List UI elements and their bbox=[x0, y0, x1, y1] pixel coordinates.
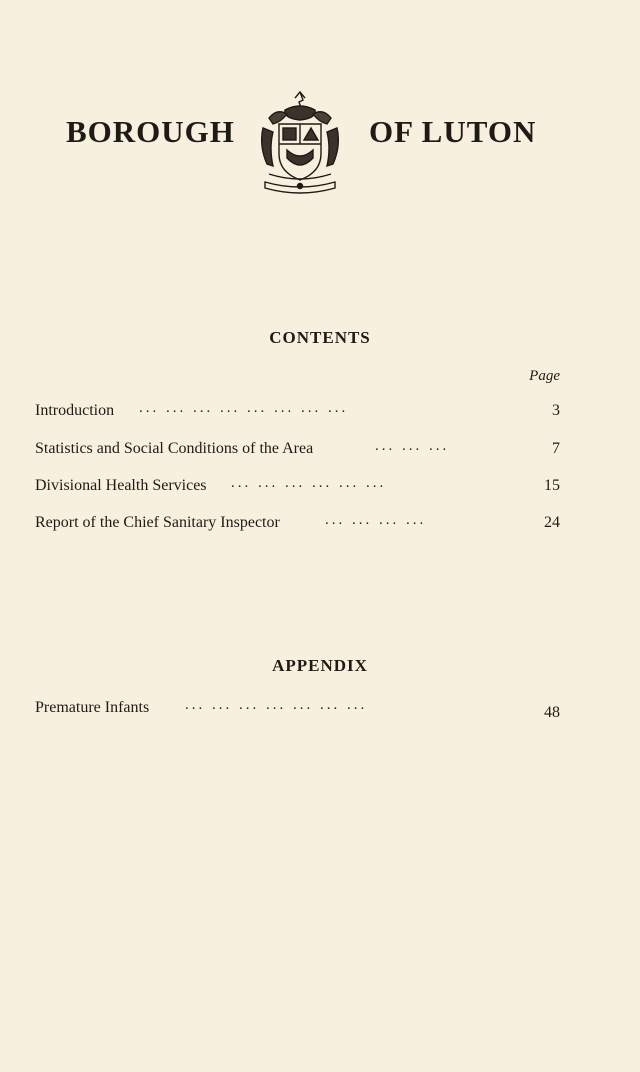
toc-entry-title: Premature Infants bbox=[35, 699, 150, 716]
toc-entry-title: Introduction bbox=[35, 402, 115, 419]
toc-entry-page: 24 bbox=[544, 514, 560, 531]
toc-entry-title: Divisional Health Services bbox=[35, 477, 207, 494]
borough-coat-of-arms-icon bbox=[255, 88, 345, 200]
appendix-entry-premature-infants bbox=[35, 699, 560, 723]
toc-entry-page: 15 bbox=[544, 477, 560, 494]
toc-entry-sanitary-inspector bbox=[35, 514, 560, 538]
toc-entry-page: 3 bbox=[552, 402, 560, 419]
dot-leaders: ... ... ... ... bbox=[325, 512, 427, 528]
page-column-label: Page bbox=[529, 368, 560, 384]
toc-entry-introduction bbox=[35, 402, 560, 426]
toc-entry-divisional-health bbox=[35, 477, 560, 501]
dot-leaders: ... ... ... ... ... ... ... ... bbox=[139, 400, 349, 416]
toc-entry-page: 48 bbox=[544, 704, 560, 721]
toc-entry-title: Report of the Chief Sanitary Inspector bbox=[35, 514, 280, 531]
dot-leaders: ... ... ... bbox=[375, 438, 450, 454]
toc-entry-title: Statistics and Social Conditions of the Area bbox=[35, 440, 314, 457]
dot-leaders: ... ... ... ... ... ... bbox=[231, 475, 387, 491]
contents-heading: CONTENTS bbox=[269, 328, 371, 347]
title-borough: BOROUGH bbox=[66, 114, 235, 149]
title-of-luton: OF LUTON bbox=[369, 114, 537, 149]
toc-entry-page: 7 bbox=[552, 440, 560, 457]
dot-leaders: ... ... ... ... ... ... ... bbox=[185, 697, 368, 713]
appendix-heading: APPENDIX bbox=[272, 656, 368, 675]
toc-entry-statistics bbox=[35, 440, 560, 464]
